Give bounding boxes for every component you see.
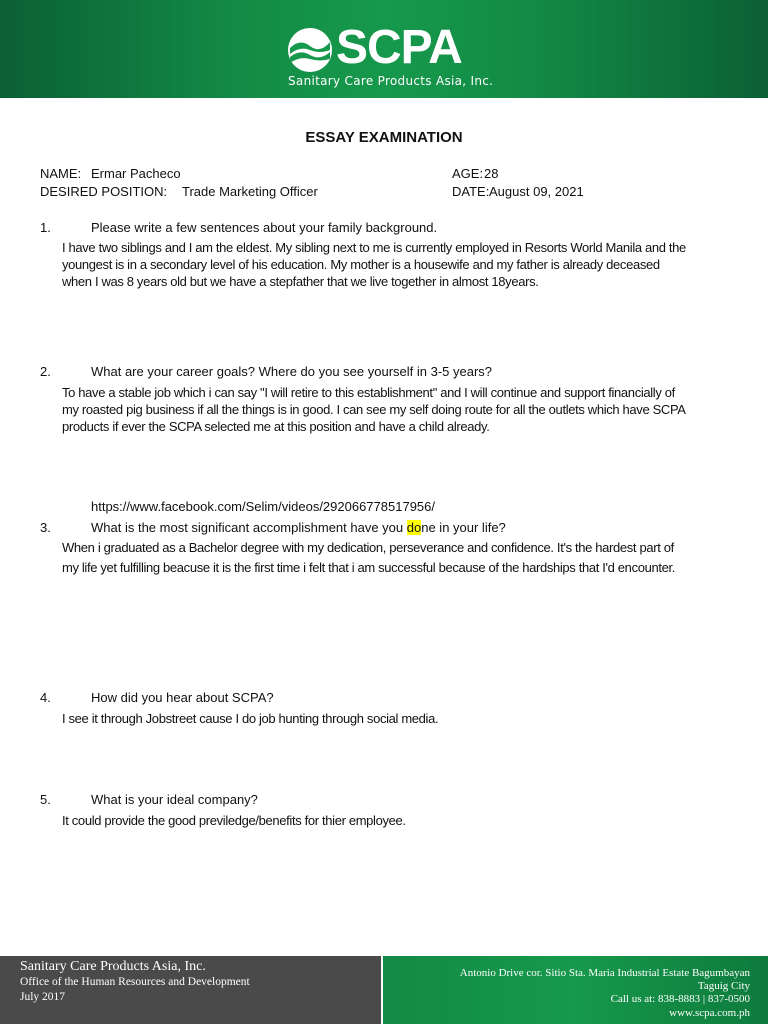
- question-number: 3.: [40, 520, 51, 535]
- age-value: 28: [484, 166, 499, 181]
- footer-phone: Call us at: 838-8883 | 837-0500: [610, 993, 750, 1005]
- footer-website[interactable]: www.scpa.com.ph: [669, 1007, 750, 1019]
- name-label: NAME:: [40, 166, 82, 181]
- wave-logo-icon: [288, 28, 332, 72]
- highlighted-text: do: [406, 520, 422, 535]
- question-number: 4.: [40, 690, 51, 705]
- answer-text: To have a stable job which i can say "I will retire to this establishment" and I will continue and support financially of my roasted pig business if all the things is in good. I can see my self doing route for all the outlets which have SCPA products if ever the SCPA selected me at this position and have a child already.: [62, 385, 685, 434]
- question-number: 2.: [40, 364, 51, 379]
- question-text: Please write a few sentences about your family background.: [91, 220, 438, 235]
- footer-city: Taguig City: [697, 980, 750, 992]
- document-title: ESSAY EXAMINATION: [305, 129, 463, 146]
- question-text-part: What is the most significant accomplishment have you: [91, 520, 407, 535]
- footer-company-name: Sanitary Care Products Asia, Inc.: [20, 959, 206, 974]
- answer-text: When i graduated as a Bachelor degree with my dedication, perseverance and confidence. It's the hardest part of my life yet fulfilling beacuse it is the first time i felt that i am successful because of the hardships that I'd encounter.: [62, 540, 676, 575]
- answer-text: I have two siblings and I am the eldest. My sibling next to me is currently employed in Resorts World Manila and the youngest is in a secondary level of his education. My mother is a housewife and my father is already deceased when I was 8 years old but we have a stepfather that we live together in almost 18years.: [62, 240, 686, 289]
- name-value: Ermar Pacheco: [91, 166, 181, 181]
- footer-office: Office of the Human Resources and Development: [20, 976, 250, 988]
- video-link[interactable]: https://www.facebook.com/Selim/videos/292066778517956/: [91, 499, 435, 514]
- footer-contact-block: [383, 956, 768, 1024]
- date-value: August 09, 2021: [489, 184, 584, 199]
- scpa-logo: [288, 21, 494, 94]
- question-text-part: ne in your life?: [421, 520, 506, 535]
- footer-address: Antonio Drive cor. Sitio Sta. Maria Industrial Estate Bagumbayan: [459, 967, 750, 979]
- question-number: 1.: [40, 220, 51, 235]
- position-value: Trade Marketing Officer: [182, 184, 318, 199]
- age-label: AGE:: [452, 166, 484, 181]
- logo-wordmark: SCPA: [336, 21, 462, 74]
- date-label: DATE:: [452, 184, 490, 199]
- question-number: 5.: [40, 792, 51, 807]
- answer-text: It could provide the good previledge/benefits for thier employee.: [62, 813, 406, 828]
- logo-subtitle: Sanitary Care Products Asia, Inc.: [288, 74, 494, 88]
- footer-company-block: [0, 956, 381, 1024]
- question-text: How did you hear about SCPA?: [91, 690, 274, 705]
- header-banner: [0, 0, 768, 98]
- question-text: What are your career goals? Where do you see yourself in 3-5 years?: [91, 364, 493, 379]
- question-text: What is your ideal company?: [91, 792, 258, 807]
- answer-text: I see it through Jobstreet cause I do job hunting through social media.: [62, 711, 439, 726]
- position-label: DESIRED POSITION:: [40, 184, 168, 199]
- question-text: [91, 519, 506, 537]
- footer-date: July 2017: [20, 991, 66, 1003]
